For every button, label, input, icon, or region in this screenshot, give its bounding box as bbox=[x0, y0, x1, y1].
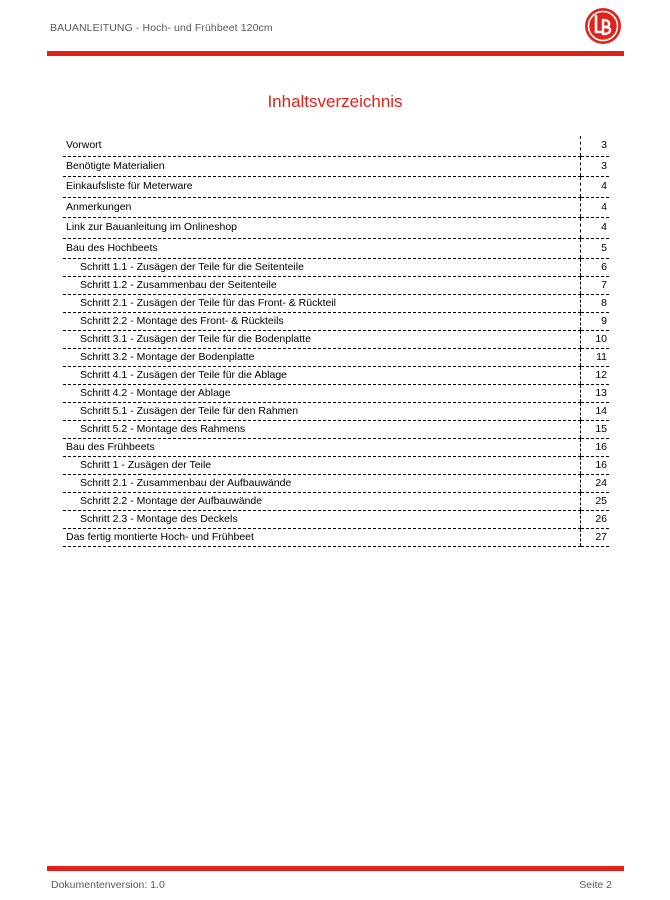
toc-entry-title[interactable]: Schritt 1.1 - Zusägen der Teile für die Seitenteile bbox=[63, 259, 581, 277]
toc-entry-title[interactable]: Einkaufsliste für Meterware bbox=[63, 177, 581, 198]
toc-entry[interactable] bbox=[63, 439, 609, 457]
toc-entry-page[interactable]: 24 bbox=[581, 475, 610, 493]
toc-entry[interactable] bbox=[63, 385, 609, 403]
footer-divider bbox=[47, 866, 624, 871]
toc-entry-title[interactable]: Schritt 2.2 - Montage der Aufbauwände bbox=[63, 493, 581, 511]
toc-entry-page[interactable]: 4 bbox=[581, 177, 610, 198]
toc-entry-page[interactable]: 14 bbox=[581, 403, 610, 421]
toc-entry-page[interactable]: 25 bbox=[581, 493, 610, 511]
toc-entry-page[interactable]: 3 bbox=[581, 156, 610, 177]
toc-entry-title[interactable]: Das fertig montierte Hoch- und Frühbeet bbox=[63, 529, 581, 547]
toc-entry-page[interactable]: 15 bbox=[581, 421, 610, 439]
page-number: Seite 2 bbox=[579, 879, 612, 891]
toc-entry[interactable] bbox=[63, 156, 609, 177]
toc-entry-title[interactable]: Schritt 2.1 - Zusägen der Teile für das Front- & Rückteil bbox=[63, 295, 581, 313]
toc-entry-title[interactable]: Schritt 2.3 - Montage des Deckels bbox=[63, 511, 581, 529]
toc-entry-page[interactable]: 8 bbox=[581, 295, 610, 313]
toc-entry[interactable] bbox=[63, 295, 609, 313]
toc-entry-title[interactable]: Schritt 4.2 - Montage der Ablage bbox=[63, 385, 581, 403]
toc-entry-page[interactable]: 26 bbox=[581, 511, 610, 529]
toc-entry[interactable] bbox=[63, 529, 609, 547]
toc-entry-page[interactable]: 9 bbox=[581, 313, 610, 331]
toc-entry-page[interactable]: 11 bbox=[581, 349, 610, 367]
toc-entry-page[interactable]: 4 bbox=[581, 218, 610, 239]
toc-entry[interactable] bbox=[63, 331, 609, 349]
toc-entry[interactable] bbox=[63, 349, 609, 367]
toc-entry[interactable] bbox=[63, 277, 609, 295]
toc-entry[interactable] bbox=[63, 457, 609, 475]
toc-entry-page[interactable]: 16 bbox=[581, 439, 610, 457]
toc-entry[interactable] bbox=[63, 475, 609, 493]
document-version: Dokumentenversion: 1.0 bbox=[51, 879, 165, 891]
toc-entry[interactable] bbox=[63, 197, 609, 218]
toc-entry-title[interactable]: Schritt 2.1 - Zusammenbau der Aufbauwände bbox=[63, 475, 581, 493]
document-header-title: BAUANLEITUNG - Hoch- und Frühbeet 120cm bbox=[50, 22, 273, 34]
toc-entry[interactable] bbox=[63, 238, 609, 259]
toc-entry-page[interactable]: 10 bbox=[581, 331, 610, 349]
toc-entry-title[interactable]: Schritt 5.1 - Zusägen der Teile für den Rahmen bbox=[63, 403, 581, 421]
toc-entry-page[interactable]: 16 bbox=[581, 457, 610, 475]
header-divider bbox=[47, 51, 624, 56]
toc-entry-page[interactable]: 13 bbox=[581, 385, 610, 403]
toc-entry-title[interactable]: Schritt 3.2 - Montage der Bodenplatte bbox=[63, 349, 581, 367]
toc-entry-title[interactable]: Schritt 1.2 - Zusammenbau der Seitenteile bbox=[63, 277, 581, 295]
toc-entry-title[interactable]: Schritt 3.1 - Zusägen der Teile für die Bodenplatte bbox=[63, 331, 581, 349]
toc-entry-title[interactable]: Schritt 1 - Zusägen der Teile bbox=[63, 457, 581, 475]
toc-entry-title[interactable]: Link zur Bauanleitung im Onlineshop bbox=[63, 218, 581, 239]
toc-entry-title[interactable]: Bau des Hochbeets bbox=[63, 238, 581, 259]
toc-entry[interactable] bbox=[63, 218, 609, 239]
toc-entry-page[interactable]: 12 bbox=[581, 367, 610, 385]
toc-entry-title[interactable]: Benötigte Materialien bbox=[63, 156, 581, 177]
toc-entry[interactable] bbox=[63, 511, 609, 529]
toc-entry[interactable] bbox=[63, 403, 609, 421]
toc-entry-page[interactable]: 27 bbox=[581, 529, 610, 547]
toc-entry-title[interactable]: Vorwort bbox=[63, 136, 581, 156]
toc-entry[interactable] bbox=[63, 493, 609, 511]
toc-heading: Inhaltsverzeichnis bbox=[267, 92, 403, 111]
toc-entry[interactable] bbox=[63, 421, 609, 439]
toc-entry[interactable] bbox=[63, 136, 609, 156]
toc-entry-title[interactable]: Anmerkungen bbox=[63, 197, 581, 218]
toc-entry-page[interactable]: 5 bbox=[581, 238, 610, 259]
table-of-contents bbox=[63, 136, 609, 547]
brand-logo bbox=[583, 6, 623, 46]
toc-entry-page[interactable]: 6 bbox=[581, 259, 610, 277]
toc-entry[interactable] bbox=[63, 313, 609, 331]
toc-entry[interactable] bbox=[63, 259, 609, 277]
toc-entry-title[interactable]: Bau des Frühbeets bbox=[63, 439, 581, 457]
toc-entry-title[interactable]: Schritt 2.2 - Montage des Front- & Rückteils bbox=[63, 313, 581, 331]
toc-entry-page[interactable]: 4 bbox=[581, 197, 610, 218]
toc-entry-title[interactable]: Schritt 5.2 - Montage des Rahmens bbox=[63, 421, 581, 439]
toc-entry-page[interactable]: 7 bbox=[581, 277, 610, 295]
toc-entry[interactable] bbox=[63, 177, 609, 198]
toc-entry-page[interactable]: 3 bbox=[581, 136, 610, 156]
toc-entry[interactable] bbox=[63, 367, 609, 385]
toc-entry-title[interactable]: Schritt 4.1 - Zusägen der Teile für die Ablage bbox=[63, 367, 581, 385]
